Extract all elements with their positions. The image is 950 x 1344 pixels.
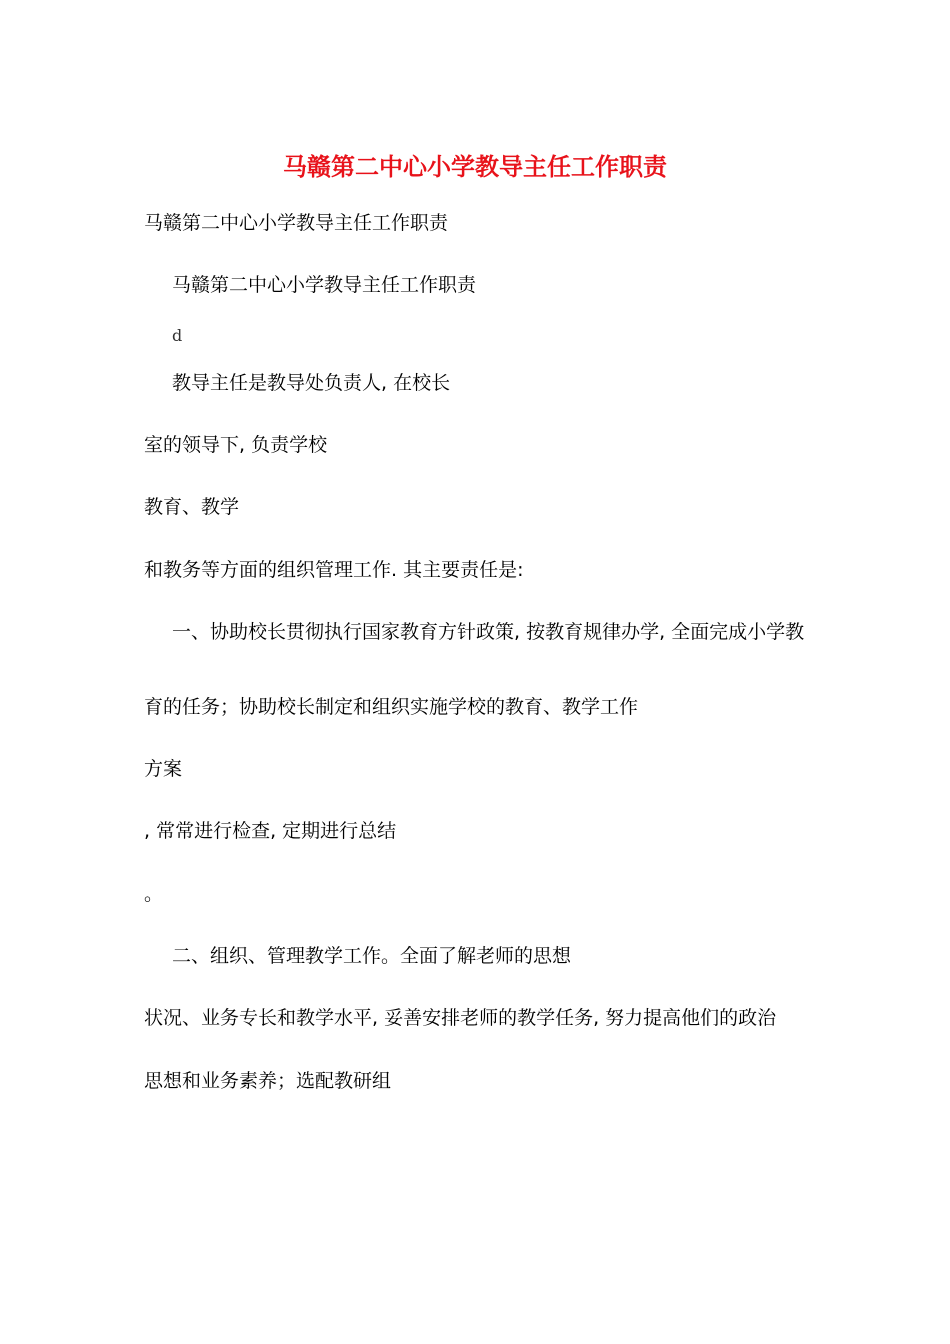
heading-line: 马赣第二中心小学教导主任工作职责 xyxy=(172,274,477,296)
paragraph-line: 教育、教学 xyxy=(144,496,240,518)
paragraph-line: , 常常进行检查, 定期进行总结 xyxy=(144,820,397,842)
paragraph-line: 教导主任是教导处负责人, 在校长 xyxy=(172,372,451,394)
paragraph-line: 方案 xyxy=(144,758,183,780)
duty-item-2: 二、组织、管理教学工作。全面了解老师的思想 xyxy=(172,945,572,967)
paragraph-line: 思想和业务素养；选配教研组 xyxy=(144,1070,392,1092)
duty-item-1: 一、协助校长贯彻执行国家教育方针政策, 按教育规律办学, 全面完成小学教 xyxy=(172,621,805,643)
subtitle-line: 马赣第二中心小学教导主任工作职责 xyxy=(144,212,449,234)
document-title: 马赣第二中心小学教导主任工作职责 xyxy=(283,152,667,181)
paragraph-line: 。 xyxy=(144,883,164,905)
stray-character: d xyxy=(172,326,183,345)
paragraph-line: 和教务等方面的组织管理工作. 其主要责任是: xyxy=(144,559,524,581)
paragraph-line: 育的任务；协助校长制定和组织实施学校的教育、教学工作 xyxy=(144,696,639,718)
paragraph-line: 室的领导下, 负责学校 xyxy=(144,434,328,456)
paragraph-line: 状况、业务专长和教学水平, 妥善安排老师的教学任务, 努力提高他们的政治 xyxy=(144,1007,777,1029)
